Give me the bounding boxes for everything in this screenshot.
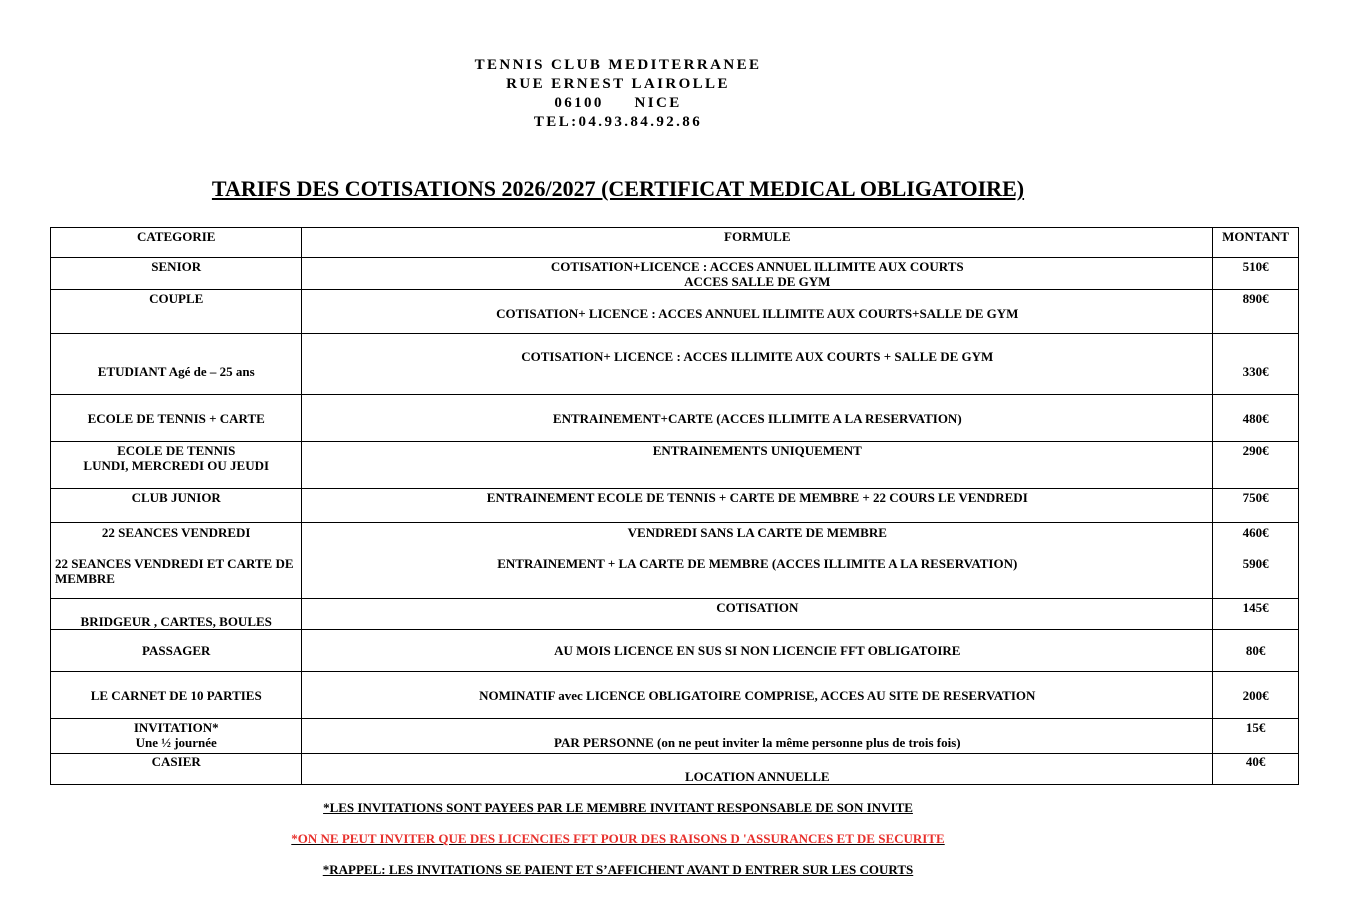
categorie-line: Une ½ journée [135, 735, 217, 750]
row-categorie: COUPLE [51, 290, 302, 334]
row-categorie [51, 719, 302, 754]
row-categorie: ECOLE DE TENNIS + CARTE [51, 395, 302, 442]
formule-line: COTISATION+LICENCE : ACCES ANNUEL ILLIMITE AUX COURTS [550, 259, 964, 274]
categorie-line: ECOLE DE TENNIS [117, 443, 236, 458]
categorie-line: ETUDIANT Agé de – 25 ans [97, 364, 255, 379]
row-categorie: CLUB JUNIOR [51, 489, 302, 523]
table-row [51, 672, 1299, 719]
note-invitations-payees: *LES INVITATIONS SONT PAYEES PAR LE MEMBRE INVITANT RESPONSABLE DE SON INVITE [323, 800, 913, 815]
montant-line: 460€ [1242, 525, 1269, 540]
row-categorie [51, 523, 302, 599]
row-montant: 750€ [1213, 489, 1299, 523]
row-formule [302, 719, 1213, 754]
formule-line: PAR PERSONNE (on ne peut inviter la même personne plus de trois fois) [553, 735, 961, 750]
row-formule: COTISATION [302, 599, 1213, 630]
row-montant: 510€ [1213, 258, 1299, 290]
row-montant: 200€ [1213, 672, 1299, 719]
row-formule: ENTRAINEMENTS UNIQUEMENT [302, 442, 1213, 489]
club-header [0, 56, 1236, 132]
row-montant: 890€ [1213, 290, 1299, 334]
table-row [51, 489, 1299, 523]
categorie-line: 22 SEANCES VENDREDI ET CARTE DE MEMBRE [55, 556, 294, 586]
row-montant [1213, 523, 1299, 599]
formule-line: COTISATION+ LICENCE : ACCES ILLIMITE AUX COURTS + SALLE DE GYM [521, 349, 994, 364]
tarifs-table [50, 227, 1299, 785]
row-formule [302, 290, 1213, 334]
row-formule [302, 334, 1213, 395]
row-categorie [51, 442, 302, 489]
table-row [51, 290, 1299, 334]
club-phone: TEL:04.93.84.92.86 [533, 114, 703, 130]
table-row [51, 334, 1299, 395]
header-montant: MONTANT [1213, 228, 1299, 258]
row-formule [302, 523, 1213, 599]
row-montant: 15€ [1213, 719, 1299, 754]
table-header-row [51, 228, 1299, 258]
montant-line: 330€ [1242, 364, 1269, 379]
row-montant: 80€ [1213, 630, 1299, 672]
montant-line: 590€ [1242, 556, 1269, 571]
formule-line: ENTRAINEMENT + LA CARTE DE MEMBRE (ACCES ILLIMITE A LA RESERVATION) [497, 556, 1018, 571]
categorie-line: LUNDI, MERCREDI OU JEUDI [83, 458, 270, 473]
row-categorie: SENIOR [51, 258, 302, 290]
header-formule: FORMULE [302, 228, 1213, 258]
row-montant: 290€ [1213, 442, 1299, 489]
table-row [51, 754, 1299, 785]
note-rappel: *RAPPEL: LES INVITATIONS SE PAIENT ET S’AFFICHENT AVANT D ENTRER SUR LES COURTS [322, 862, 914, 877]
categorie-line: INVITATION* [133, 720, 219, 735]
row-categorie: CASIER [51, 754, 302, 785]
row-categorie [51, 334, 302, 395]
formule-line: VENDREDI SANS LA CARTE DE MEMBRE [627, 525, 887, 540]
row-montant: 480€ [1213, 395, 1299, 442]
table-row [51, 395, 1299, 442]
row-formule [302, 258, 1213, 290]
table-row [51, 719, 1299, 754]
row-montant [1213, 334, 1299, 395]
table-row [51, 258, 1299, 290]
row-montant: 40€ [1213, 754, 1299, 785]
footer-notes [0, 798, 1236, 891]
row-formule: ENTRAINEMENT+CARTE (ACCES ILLIMITE A LA RESERVATION) [302, 395, 1213, 442]
categorie-line: BRIDGEUR , CARTES, BOULES [80, 614, 272, 629]
table-row [51, 442, 1299, 489]
row-formule: AU MOIS LICENCE EN SUS SI NON LICENCIE FFT OBLIGATOIRE [302, 630, 1213, 672]
page-title: TARIFS DES COTISATIONS 2026/2027 (CERTIFICAT MEDICAL OBLIGATOIRE) [211, 176, 1025, 201]
row-categorie: PASSAGER [51, 630, 302, 672]
note-licencies-fft: *ON NE PEUT INVITER QUE DES LICENCIES FFT POUR DES RAISONS D 'ASSURANCES ET DE SECURITE [291, 831, 945, 846]
row-montant: 145€ [1213, 599, 1299, 630]
table-row [51, 630, 1299, 672]
table-row [51, 523, 1299, 599]
row-formule [302, 754, 1213, 785]
header-categorie: CATEGORIE [51, 228, 302, 258]
row-categorie: LE CARNET DE 10 PARTIES [51, 672, 302, 719]
club-city: 06100 NICE [554, 95, 682, 111]
row-categorie [51, 599, 302, 630]
formule-line: COTISATION+ LICENCE : ACCES ANNUEL ILLIMITE AUX COURTS+SALLE DE GYM [496, 306, 1019, 321]
formule-line: LOCATION ANNUELLE [684, 769, 830, 784]
formule-line: ACCES SALLE DE GYM [684, 274, 831, 289]
categorie-line: 22 SEANCES VENDREDI [101, 525, 251, 540]
row-formule: ENTRAINEMENT ECOLE DE TENNIS + CARTE DE MEMBRE + 22 COURS LE VENDREDI [302, 489, 1213, 523]
row-formule: NOMINATIF avec LICENCE OBLIGATOIRE COMPRISE, ACCES AU SITE DE RESERVATION [302, 672, 1213, 719]
club-name: TENNIS CLUB MEDITERRANEE [474, 57, 762, 73]
club-street: RUE ERNEST LAIROLLE [506, 76, 730, 92]
table-row [51, 599, 1299, 630]
